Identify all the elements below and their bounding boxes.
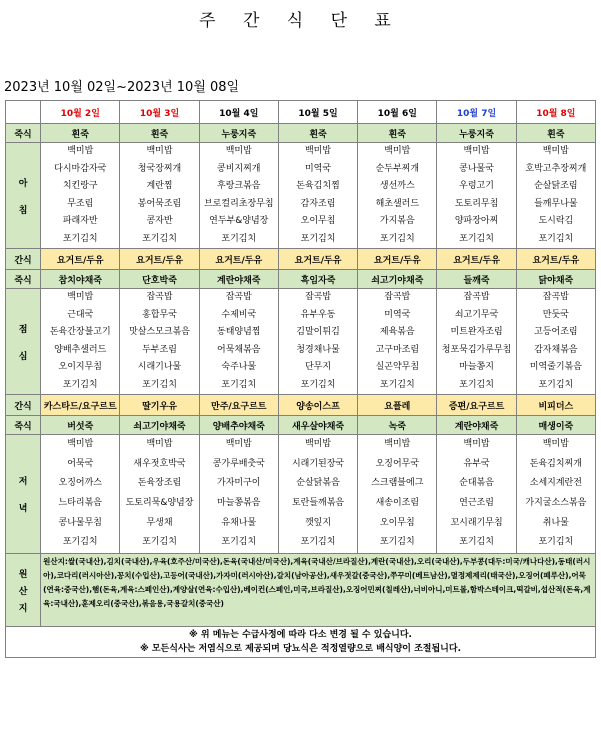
origin-text: 원산지:쌀(국내산),김치(국내산),우육(호주산/미국산),돈육(국내산/미국산),계육(국내산/브라질산),계란(국내산),오리(국내산),두부콩(대두:미국/캐나다산),동태(러시아),코다리(러시아산),꽁치(수입산),고등어(국내산),가자미(러시아산),갈치(남아공산),새우젓갈(중국산),쭈꾸미(베트남산),멸정제제리(태국산),오징어(페루산),어묵(연육:중국산),햄(돈육,계육:스페인산),계양살(연육:수입산),베이컨(스페인,미국,브라질산),오징어민찌(칠레산),너비아니,미트볼,함박스테이크,떡갈비,섭산적(돈육,계육:국내산),훈제오리(중국산),볶음용,국용갈치(중국산) (41, 554, 596, 627)
morning-snack-cell: 요거트/두유 (358, 249, 437, 270)
dinner-row (6, 435, 596, 554)
menu-item: 돈육김치찌개 (529, 458, 582, 469)
menu-item: 백미밥 (463, 146, 490, 156)
menu-item: 잡곡밥 (146, 292, 173, 302)
menu-item: 계란찜 (146, 181, 173, 191)
origin-label-char: 지 (18, 603, 28, 614)
breakfast-cell (358, 143, 437, 249)
origin-label-char: 산 (18, 586, 28, 597)
menu-item: 순살닭조림 (534, 181, 578, 191)
menu-item: 포기김치 (221, 233, 257, 244)
menu-item: 백미밥 (67, 146, 94, 156)
dinner-porridge-cell: 녹죽 (358, 416, 437, 435)
dinner-cell (278, 435, 357, 554)
footer-note: ※ 모든식사는 저염식으로 제공되며 당뇨식은 적정열량으로 배식양이 조절됩니다. (139, 644, 461, 654)
dinner-porridge-cell: 버섯죽 (41, 416, 120, 435)
menu-item: 무조림 (67, 198, 94, 209)
menu-item: 양배추샐러드 (54, 344, 107, 355)
afternoon-snack-cell: 비피더스 (516, 395, 595, 416)
breakfast-label-char: 침 (18, 205, 28, 216)
menu-item: 잡곡밥 (384, 292, 411, 302)
breakfast-cell (278, 143, 357, 249)
menu-item: 포기김치 (538, 537, 574, 548)
menu-item: 동태양념찜 (217, 327, 261, 337)
menu-item: 해초샐러드 (375, 198, 420, 209)
menu-item: 콩나물국 (459, 163, 494, 174)
menu-item: 유부우동 (300, 309, 336, 320)
afternoon-snack-row (6, 395, 596, 416)
lunch-cell (278, 289, 357, 395)
menu-item: 잡곡밥 (225, 292, 252, 302)
day-header: 10월 7일 (437, 101, 516, 124)
lunch-cell (516, 289, 595, 395)
dinner-porridge-cell: 양배추야채죽 (199, 416, 278, 435)
menu-item: 백미밥 (146, 439, 173, 450)
day-header: 10월 4일 (199, 101, 278, 124)
origin-label (6, 554, 41, 627)
lunch-porridge-cell: 참치야채죽 (41, 270, 120, 289)
menu-item: 토란들깨볶음 (291, 498, 345, 508)
menu-item: 고등어조림 (534, 327, 578, 337)
lunch-row (6, 289, 596, 395)
dinner-porridge-cell: 쇠고기야채죽 (120, 416, 199, 435)
menu-item: 콩자반 (146, 216, 173, 226)
menu-item: 유부국 (463, 458, 490, 469)
menu-item: 포기김치 (300, 379, 336, 390)
menu-item: 꼬시래기무침 (450, 517, 503, 528)
footer-note: ※ 위 메뉴는 수급사정에 따라 다소 변경 될 수 있습니다. (189, 630, 412, 640)
menu-item: 백미밥 (463, 439, 490, 450)
day-header: 10월 6일 (358, 101, 437, 124)
day-header: 10월 5일 (278, 101, 357, 124)
breakfast-porridge-cell: 누룽지죽 (437, 124, 516, 143)
day-header: 10월 2일 (41, 101, 120, 124)
menu-item: 봉어묵조림 (137, 198, 182, 209)
breakfast-porridge-cell: 흰죽 (358, 124, 437, 143)
menu-item: 만둣국 (542, 309, 569, 320)
menu-item: 백미밥 (384, 439, 411, 450)
menu-item: 미역줄기볶음 (529, 362, 582, 372)
dinner-porridge-cell: 새우살야채죽 (278, 416, 357, 435)
breakfast-porridge-label: 죽식 (6, 124, 41, 143)
dinner-porridge-cell: 계란야채죽 (437, 416, 516, 435)
menu-item: 우렁고기 (459, 181, 494, 191)
menu-item: 수제비국 (221, 309, 257, 320)
menu-item: 들깨무나물 (534, 198, 578, 209)
menu-item: 가지볶음 (379, 216, 415, 226)
menu-item: 백미밥 (542, 146, 569, 156)
morning-snack-cell: 요거트/두유 (120, 249, 199, 270)
menu-item: 생선까스 (379, 181, 415, 191)
menu-item: 콩나물무침 (58, 517, 102, 528)
header-row (6, 101, 596, 124)
day-header: 10월 3일 (120, 101, 199, 124)
menu-item: 오이무침 (300, 216, 336, 226)
dinner-cell (199, 435, 278, 554)
menu-item: 새우젓호박국 (133, 458, 186, 469)
lunch-label-char: 심 (18, 351, 28, 362)
menu-item: 유채나물 (221, 517, 257, 528)
morning-snack-cell: 요거트/두유 (41, 249, 120, 270)
menu-item: 시래기나물 (137, 362, 182, 372)
breakfast-cell (120, 143, 199, 249)
menu-item: 제육볶음 (379, 327, 415, 337)
menu-item: 포기김치 (62, 537, 98, 548)
day-header: 10월 8일 (516, 101, 595, 124)
menu-item: 감자조림 (300, 198, 336, 209)
origin-row (6, 554, 596, 627)
menu-item: 청포묵김가루무침 (441, 344, 512, 355)
lunch-cell (199, 289, 278, 395)
menu-item: 잡곡밥 (304, 292, 332, 302)
lunch-porridge-label: 죽식 (6, 270, 41, 289)
menu-item: 감자채볶음 (534, 344, 578, 355)
dinner-label-char: 저 (18, 477, 28, 487)
menu-item: 브로컬리초장무침 (203, 198, 274, 209)
lunch-cell (120, 289, 199, 395)
menu-item: 근대국 (67, 309, 94, 320)
menu-item: 새송이조림 (375, 498, 420, 508)
menu-item: 포기김치 (379, 233, 415, 244)
afternoon-snack-cell: 딸기우유 (120, 395, 199, 416)
origin-label-char: 원 (18, 569, 28, 580)
menu-item: 백미밥 (67, 439, 94, 450)
afternoon-snack-cell: 카스타드/요구르트 (41, 395, 120, 416)
lunch-porridge-cell: 쇠고기야채죽 (358, 270, 437, 289)
breakfast-porridge-row (6, 124, 596, 143)
dinner-cell (120, 435, 199, 554)
lunch-cell (437, 289, 516, 395)
menu-item: 깻잎지 (304, 517, 332, 528)
lunch-cell (41, 289, 120, 395)
lunch-label (6, 289, 41, 395)
morning-snack-cell: 요거트/두유 (437, 249, 516, 270)
menu-item: 포기김치 (379, 379, 415, 390)
menu-item: 포기김치 (62, 233, 98, 244)
menu-item: 포기김치 (221, 379, 257, 390)
menu-item: 무생채 (146, 517, 173, 528)
menu-item: 오이지무침 (58, 362, 102, 372)
menu-item: 취나물 (542, 517, 569, 528)
menu-item: 잡곡밥 (463, 292, 490, 302)
menu-item: 백미밥 (384, 146, 411, 156)
breakfast-cell (199, 143, 278, 249)
menu-item: 콩가루배춧국 (212, 458, 265, 469)
menu-item: 백미밥 (67, 292, 94, 302)
dinner-cell (437, 435, 516, 554)
dinner-cell (516, 435, 595, 554)
menu-item: 포기김치 (221, 537, 257, 548)
menu-item: 백미밥 (304, 439, 332, 450)
menu-item: 숙주나물 (221, 362, 257, 372)
menu-item: 어묵채볶음 (217, 344, 261, 355)
menu-item: 고구마조림 (375, 344, 420, 355)
lunch-porridge-cell: 들깨죽 (437, 270, 516, 289)
breakfast-row (6, 143, 596, 249)
menu-item: 홍합무국 (142, 309, 177, 320)
menu-item: 호박고추장찌개 (525, 163, 587, 174)
menu-item: 포기김치 (142, 379, 177, 390)
menu-item: 소세지계란전 (529, 478, 582, 489)
menu-item: 포기김치 (62, 379, 98, 390)
menu-item: 순대볶음 (459, 478, 494, 489)
breakfast-cell (437, 143, 516, 249)
morning-snack-cell: 요거트/두유 (516, 249, 595, 270)
dinner-porridge-row (6, 416, 596, 435)
dinner-label-char: 녁 (18, 504, 28, 514)
menu-item: 도토리묵&양념장 (125, 498, 194, 508)
lunch-label-char: 점 (18, 324, 28, 335)
menu-item: 마늘쫑볶음 (217, 498, 261, 508)
menu-item: 청국장찌개 (137, 163, 182, 174)
dinner-label (6, 435, 41, 554)
date-range: 2023년 10월 02일~2023년 10월 08일 (4, 80, 240, 95)
breakfast-porridge-cell: 흰죽 (516, 124, 595, 143)
menu-item: 도토리무침 (454, 198, 499, 209)
breakfast-porridge-cell: 누룽지죽 (199, 124, 278, 143)
menu-item: 청경채나물 (296, 344, 340, 355)
menu-item: 느타리볶음 (58, 498, 102, 508)
menu-item: 포기김치 (142, 537, 177, 548)
menu-item: 단무지 (304, 362, 332, 372)
afternoon-snack-cell: 증편/요구르트 (437, 395, 516, 416)
menu-item: 포기김치 (142, 233, 177, 244)
weekly-menu-table (5, 100, 596, 658)
lunch-porridge-row (6, 270, 596, 289)
menu-item: 연두부&양념장 (209, 216, 269, 226)
menu-item: 가지굴소스볶음 (525, 498, 587, 508)
menu-item: 후랑크볶음 (217, 181, 261, 191)
menu-item: 백미밥 (304, 146, 332, 156)
afternoon-snack-cell: 요플레 (358, 395, 437, 416)
menu-item: 백미밥 (225, 439, 252, 450)
menu-item: 어묵국 (67, 458, 94, 469)
menu-item: 맛살스모크볶음 (129, 327, 190, 337)
menu-item: 도시락김 (538, 216, 574, 226)
menu-item: 돈육장조림 (137, 478, 182, 489)
afternoon-snack-cell: 양송이스프 (278, 395, 357, 416)
menu-item: 순살닭볶음 (296, 478, 340, 489)
menu-item: 미역국 (304, 163, 332, 174)
menu-item: 백미밥 (146, 146, 173, 156)
footer-row (6, 627, 596, 658)
menu-item: 포기김치 (538, 379, 574, 390)
menu-item: 다시마감자국 (54, 163, 107, 174)
menu-item: 돈육간장불고기 (49, 327, 111, 337)
breakfast-label (6, 143, 41, 249)
breakfast-cell (41, 143, 120, 249)
menu-item: 포기김치 (459, 379, 494, 390)
lunch-porridge-cell: 계란야채죽 (199, 270, 278, 289)
dinner-porridge-cell: 매생이죽 (516, 416, 595, 435)
menu-item: 잡곡밥 (542, 292, 569, 302)
menu-item: 쇠고기무국 (454, 309, 499, 320)
menu-item: 포기김치 (379, 537, 415, 548)
header-corner (6, 101, 41, 124)
menu-item: 스크램블에그 (371, 478, 424, 489)
menu-item: 돈육김치찜 (296, 181, 340, 191)
afternoon-snack-label: 간식 (6, 395, 41, 416)
morning-snack-cell: 요거트/두유 (199, 249, 278, 270)
menu-item: 파래자반 (62, 216, 98, 226)
menu-item: 가자미구이 (217, 478, 261, 489)
menu-item: 포기김치 (300, 233, 336, 244)
menu-item: 실곤약무침 (375, 362, 420, 372)
dinner-cell (358, 435, 437, 554)
menu-item: 김말이튀김 (296, 327, 340, 337)
breakfast-cell (516, 143, 595, 249)
menu-item: 마늘쫑지 (459, 362, 494, 372)
menu-item: 오징어무국 (375, 458, 420, 469)
breakfast-label-char: 아 (18, 178, 28, 189)
menu-item: 포기김치 (538, 233, 574, 244)
breakfast-porridge-cell: 흰죽 (41, 124, 120, 143)
footer-notes (6, 627, 596, 658)
dinner-cell (41, 435, 120, 554)
menu-item: 오이무침 (379, 517, 415, 528)
morning-snack-label: 간식 (6, 249, 41, 270)
lunch-porridge-cell: 흑임자죽 (278, 270, 357, 289)
lunch-porridge-cell: 닭야채죽 (516, 270, 595, 289)
menu-item: 순두부찌개 (375, 163, 420, 174)
menu-item: 치킨랑구 (62, 181, 98, 191)
menu-item: 포기김치 (459, 537, 494, 548)
menu-item: 미역국 (384, 309, 411, 320)
morning-snack-row (6, 249, 596, 270)
menu-item: 백미밥 (542, 439, 569, 450)
menu-item: 연근조림 (459, 498, 494, 508)
menu-item: 포기김치 (300, 537, 336, 548)
breakfast-porridge-cell: 흰죽 (120, 124, 199, 143)
page-title: 주 간 식 단 표 (199, 11, 402, 31)
morning-snack-cell: 요거트/두유 (278, 249, 357, 270)
lunch-porridge-cell: 단호박죽 (120, 270, 199, 289)
menu-item: 포기김치 (459, 233, 494, 244)
menu-item: 두부조림 (142, 344, 177, 355)
lunch-cell (358, 289, 437, 395)
menu-item: 시래기된장국 (291, 458, 345, 469)
breakfast-porridge-cell: 흰죽 (278, 124, 357, 143)
dinner-porridge-label: 죽식 (6, 416, 41, 435)
afternoon-snack-cell: 만주/요구르트 (199, 395, 278, 416)
menu-item: 콩비지찌개 (217, 163, 261, 174)
menu-item: 미트완자조림 (450, 327, 503, 337)
menu-item: 오징어까스 (58, 478, 102, 489)
menu-item: 양파장아찌 (454, 216, 499, 226)
menu-item: 백미밥 (225, 146, 252, 156)
